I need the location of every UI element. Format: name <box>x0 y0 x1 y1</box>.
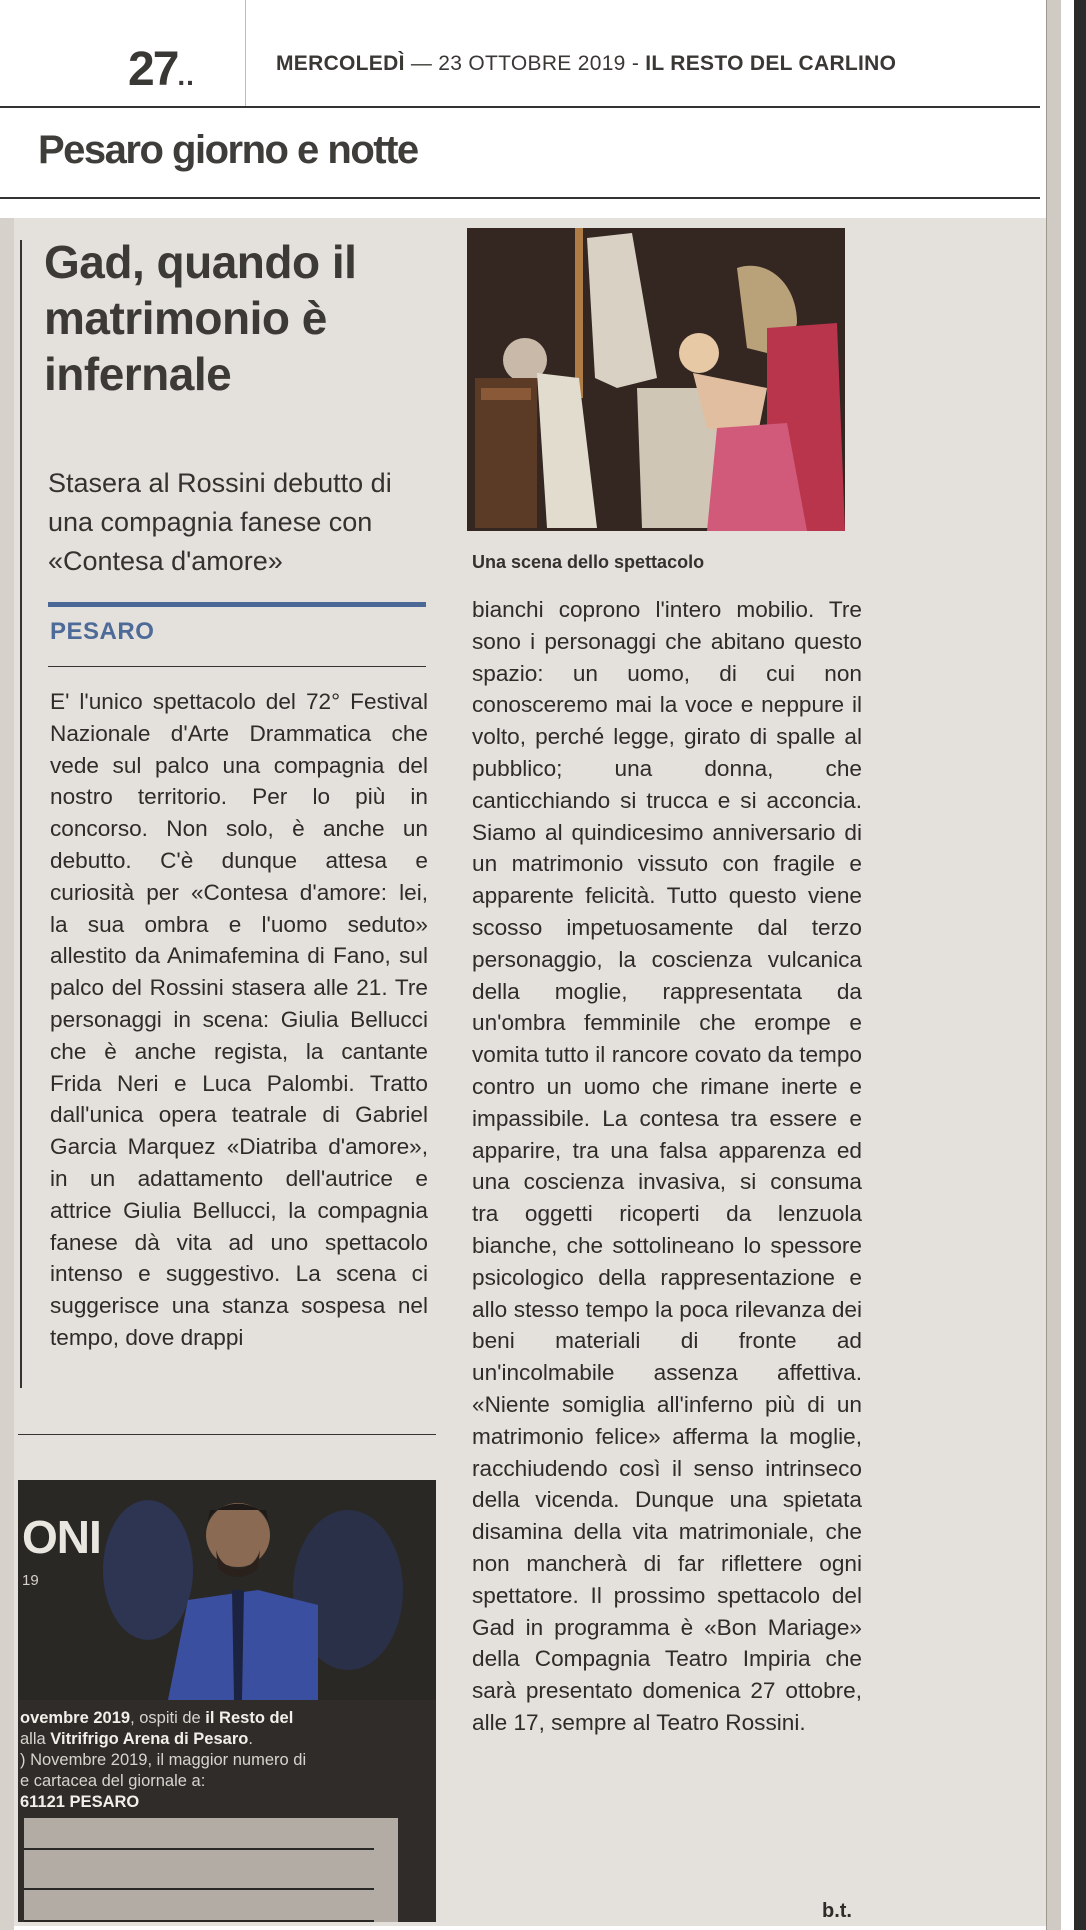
kicker-top-rule <box>48 602 426 607</box>
page-number-dots: .. <box>177 60 195 91</box>
dateline-dash: — <box>410 52 433 75</box>
ad-line-1-text: , ospiti de <box>130 1709 206 1727</box>
page-number <box>128 42 195 97</box>
ad-title-fragment: ONI <box>22 1511 101 1563</box>
ad-year-fragment: 19 <box>22 1572 39 1589</box>
page-header <box>0 0 1040 108</box>
article-kicker: PESARO <box>50 618 155 645</box>
header-rule <box>0 106 1040 108</box>
ad-line-4: e cartacea del giornale a: <box>20 1772 206 1790</box>
ad-coupon-form[interactable] <box>24 1818 398 1922</box>
ad-line-2-text2: . <box>248 1730 253 1748</box>
article-body-left: E' l'unico spettacolo del 72° Festival Nazionale d'Arte Drammatica che vede sul palco una compagnia del nostro territorio. Per lo più in concorso. Non solo, è anche un debutto. C'è dunque attesa e curiosità per «Contesa d'amore: lei, la sua ombra e l'uomo seduto» allestito da Animafemina di Fano, sul palco del Rossini stasera alle 21. Tre personaggi in scena: Giulia Bellucci che è anche regista, la cantante Frida Neri e Luca Palombi. Tratto dall'unica opera teatrale di Gabriel Garcia Marquez «Diatriba d'amore», in un adattamento dell'autrice e attrice Giulia Bellucci, la compagnia fanese dà vita ad uno spettacolo intenso e suggestivo. La scena ci suggerisce una stanza sospesa nel tempo, dove drappi <box>50 689 428 1350</box>
scan-paper-edge <box>1046 0 1061 1930</box>
dateline-separator: - <box>631 52 640 75</box>
article-photo <box>467 228 845 531</box>
ad-text <box>20 1708 430 1813</box>
weekday: MERCOLEDÌ <box>276 52 405 75</box>
article-byline: b.t. <box>822 1900 852 1922</box>
coupon-field-line-1[interactable] <box>24 1848 374 1850</box>
ad-line-5-bold: 61121 PESARO <box>20 1793 140 1811</box>
article-body-right: bianchi coprono l'intero mobilio. Tre sono i personaggi che abitano questo spazio: un uomo, di cui non conosceremo mai la voce e neppure il volto, perché legge, girato di spalle al pubblico; una donna, che canticchiando si trucca e si acconcia. Siamo al quindicesimo anniversario di un matrimonio vissuto con fragile e apparente felicità. Tutto questo viene scosso impetuosamente dal terzo personaggio, la coscienza vulcanica della moglie, rappresentata da un'ombra femminile che erompe e vomita tutto il rancore covato da tempo contro un uomo che rimane inerte e impassibile. La contesa tra essere e apparire, tra una falsa apparenza ed una coscienza invasiva, si consuma tra oggetti ricoperti da lenzuola bianche, che sottolineano lo spessore psicologico della rappresentazione e allo stesso tempo la poca rilevanza dei beni materiali di fronte ad un'incolmabile assenza affettiva. «Niente somiglia all'inferno più di un matrimonio felice» afferma la moglie, racchiudendo così il senso intrinseco della vicenda. Dunque una spietata disamina della vita matrimoniale, che non mancherà di far riflettere ogni spettatore. Il prossimo spettacolo del Gad in programma è «Bon Mariage» della Compagnia Teatro Impiria che sarà presentato domenica 27 ottobre, alle 17, sempre al Teatro Rossini. <box>472 597 862 1735</box>
article-body-left-column <box>50 686 428 1354</box>
coupon-field-line-3[interactable] <box>24 1920 374 1922</box>
date: 23 OTTOBRE 2019 <box>438 52 626 75</box>
section-title: Pesaro giorno e notte <box>38 128 418 172</box>
ad-line-2 <box>20 1729 430 1750</box>
advertisement[interactable] <box>18 1480 436 1922</box>
section-rule <box>0 197 1040 199</box>
ad-line-5 <box>20 1792 430 1813</box>
ad-line-1 <box>20 1708 430 1729</box>
article-bottom-rule <box>18 1434 436 1435</box>
photo-caption: Una scena dello spettacolo <box>472 552 705 572</box>
article-left-rule <box>20 240 22 1388</box>
article-subheadline: Stasera al Rossini debutto di una compagnia fanese con «Contesa d'amore» <box>48 468 392 576</box>
theatre-scene-image <box>467 228 845 531</box>
ad-line-1-bold: ovembre 2019 <box>20 1709 131 1727</box>
dateline <box>276 52 896 76</box>
kicker-bottom-rule <box>48 666 426 667</box>
page-number-value: 27 <box>128 43 178 96</box>
scan-left-shadow <box>0 218 14 1930</box>
ad-line-2-text: alla <box>20 1730 51 1748</box>
coupon-field-line-2[interactable] <box>24 1888 374 1890</box>
scan-dark-edge <box>1074 0 1086 1930</box>
article-body-right-column <box>472 594 862 1739</box>
ad-line-1-bold2: il Resto del <box>205 1709 294 1727</box>
newspaper-name: IL RESTO DEL CARLINO <box>645 52 897 75</box>
ad-line-2-bold: Vitrifrigo Arena di Pesaro <box>50 1730 249 1748</box>
ad-line-3: ) Novembre 2019, il maggior numero di <box>20 1751 307 1769</box>
article-headline: Gad, quando il matrimonio è infernale <box>44 236 357 400</box>
header-divider <box>245 0 246 106</box>
